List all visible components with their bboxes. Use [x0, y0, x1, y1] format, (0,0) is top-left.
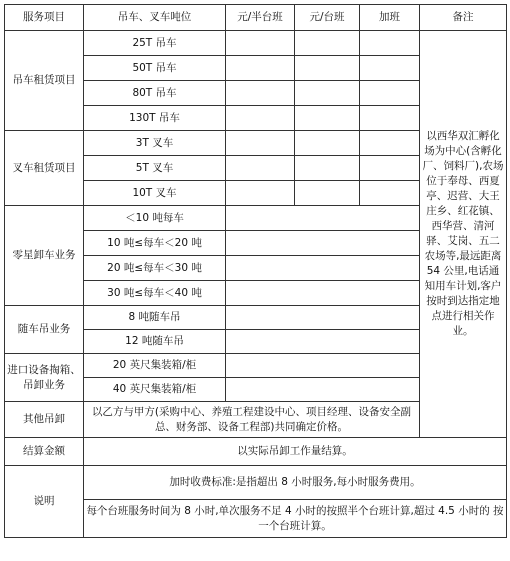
cell-empty: [226, 156, 295, 181]
crane-row-type: 50T 吊车: [84, 56, 226, 81]
cell-empty: [295, 31, 360, 56]
cell-empty: [226, 306, 420, 330]
bulk-unloading-label: 零星卸车业务: [5, 206, 84, 306]
cell-empty: [360, 31, 420, 56]
cell-empty: [226, 81, 295, 106]
cell-empty: [226, 281, 420, 306]
bulk-row-type: 30 吨≤每车＜40 吨: [84, 281, 226, 306]
cell-empty: [226, 256, 420, 281]
container-row-type: 20 英尺集装箱/柜: [84, 354, 226, 378]
cell-empty: [226, 106, 295, 131]
truck-crane-row-type: 12 吨随车吊: [84, 330, 226, 354]
explanation-line-2: 每个台班服务时间为 8 小时,单次服务不足 4 小时的按照半个台班计算,超过 4.5 小时的 按一个台班计算。: [84, 500, 507, 538]
cell-empty: [295, 81, 360, 106]
header-half-shift-price: 元/半台班: [226, 5, 295, 31]
forklift-row-type: 3T 叉车: [84, 131, 226, 156]
cell-empty: [226, 56, 295, 81]
crane-row-type: 25T 吊车: [84, 31, 226, 56]
cell-empty: [226, 181, 295, 206]
cell-empty: [360, 106, 420, 131]
header-overtime: 加班: [360, 5, 420, 31]
forklift-row-type: 5T 叉车: [84, 156, 226, 181]
cell-empty: [226, 354, 420, 378]
cell-empty: [295, 181, 360, 206]
explanation-line-1: 加时收费标准:是指超出 8 小时服务,每小时服务费用。: [84, 466, 507, 500]
cell-empty: [295, 131, 360, 156]
cell-empty: [226, 131, 295, 156]
container-row-type: 40 英尺集装箱/柜: [84, 378, 226, 402]
other-lifting-label: 其他吊卸: [5, 402, 84, 438]
cell-empty: [226, 231, 420, 256]
cell-empty: [360, 81, 420, 106]
crane-row-type: 130T 吊车: [84, 106, 226, 131]
other-lifting-text: 以乙方与甲方(采购中心、养殖工程建设中心、项目经理、设备安全副总、财务部、设备工程部)共同确定价格。: [84, 402, 420, 438]
cell-empty: [226, 206, 420, 231]
remarks-cell: 以西华双汇孵化场为中心(含孵化厂、饲料厂),农场位于奉母、西夏亭、迟营、大王庄乡、红花镇、西华营、清河驿、艾岗、五二农场等,最远距离 54 公里,电话通知用车计划,客户按时到达指定地点进行相关作业。: [420, 31, 507, 438]
header-tonnage: 吊车、叉车吨位: [84, 5, 226, 31]
cell-empty: [295, 56, 360, 81]
crane-row-type: 80T 吊车: [84, 81, 226, 106]
bulk-row-type: ＜10 吨每车: [84, 206, 226, 231]
header-service-item: 服务项目: [5, 5, 84, 31]
cell-empty: [360, 131, 420, 156]
cell-empty: [360, 156, 420, 181]
cell-empty: [226, 378, 420, 402]
header-remarks: 备注: [420, 5, 507, 31]
cell-empty: [360, 181, 420, 206]
cell-empty: [226, 31, 295, 56]
bulk-row-type: 10 吨≤每车＜20 吨: [84, 231, 226, 256]
settlement-text: 以实际吊卸工作量结算。: [84, 438, 507, 466]
bulk-row-type: 20 吨≤每车＜30 吨: [84, 256, 226, 281]
truck-crane-row-type: 8 吨随车吊: [84, 306, 226, 330]
cell-empty: [295, 106, 360, 131]
forklift-row-type: 10T 叉车: [84, 181, 226, 206]
cell-empty: [360, 56, 420, 81]
crane-rental-label: 吊车租赁项目: [5, 31, 84, 131]
header-shift-price: 元/台班: [295, 5, 360, 31]
price-table: [4, 4, 507, 538]
import-container-label: 进口设备掏箱、吊卸业务: [5, 354, 84, 402]
forklift-rental-label: 叉车租赁项目: [5, 131, 84, 206]
settlement-label: 结算金额: [5, 438, 84, 466]
cell-empty: [295, 156, 360, 181]
cell-empty: [226, 330, 420, 354]
explanation-label: 说明: [5, 466, 84, 538]
truck-crane-label: 随车吊业务: [5, 306, 84, 354]
